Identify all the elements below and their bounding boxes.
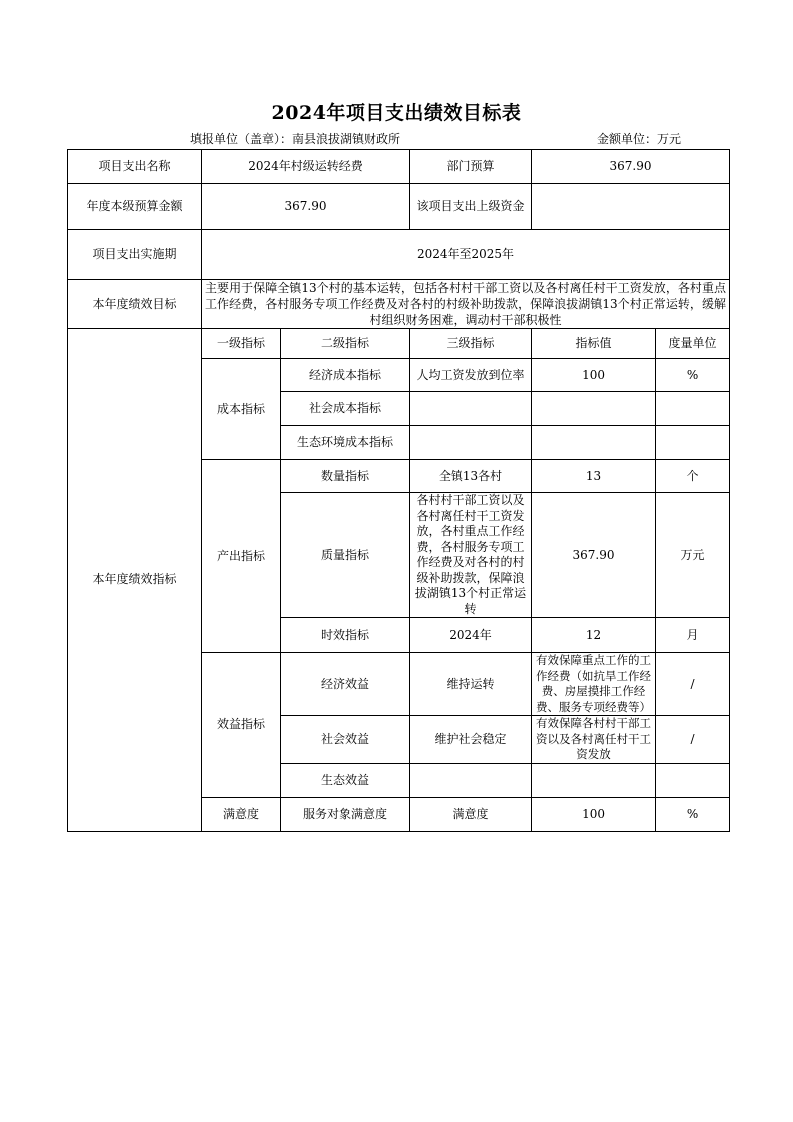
unit-cell: / [656,653,730,716]
level3-cell: 全镇13各村 [410,460,532,493]
level3-cell: 维持运转 [410,653,532,716]
level2-cell: 时效指标 [281,618,410,653]
header-value: 指标值 [532,329,656,359]
annual-budget-value: 367.90 [202,184,410,230]
level3-cell [410,426,532,460]
amount-unit: 金额单位：万元 [597,132,682,146]
value-cell [532,392,656,426]
level2-cell: 经济成本指标 [281,359,410,392]
upper-funds-label: 该项目支出上级资金 [410,184,532,230]
annual-budget-label: 年度本级预算金额 [68,184,202,230]
header-level1: 一级指标 [202,329,281,359]
level3-cell: 满意度 [410,797,532,831]
level2-cell: 服务对象满意度 [281,797,410,831]
level3-cell [410,392,532,426]
unit-cell: % [656,797,730,831]
level3-cell: 人均工资发放到位率 [410,359,532,392]
cost-indicator-label: 成本指标 [202,359,281,460]
level2-cell: 质量指标 [281,493,410,618]
page-title: 2024年项目支出绩效目标表 [271,102,522,124]
project-name-label: 项目支出名称 [68,150,202,184]
reporting-unit: 填报单位（盖章）：南县浪拔湖镇财政所 [190,132,401,146]
period-value: 2024年至2025年 [202,230,730,280]
goal-label: 本年度绩效目标 [68,280,202,329]
level2-cell: 生态环境成本指标 [281,426,410,460]
table-row [68,280,730,329]
level3-cell: 各村村干部工资以及各村离任村干工资发放，各村重点工作经费，各村服务专项工作经费及对各村的村级补助拨款，保障浪拔湖镇13个村正常运转 [410,493,532,618]
level2-cell: 数量指标 [281,460,410,493]
value-cell: 13 [532,460,656,493]
value-cell: 有效保障重点工作的工作经费（如抗旱工作经费、房屋摸排工作经费、服务专项经费等） [532,653,656,716]
unit-cell [656,763,730,797]
value-cell [532,763,656,797]
project-name-value: 2024年村级运转经费 [202,150,410,184]
level3-cell: 2024年 [410,618,532,653]
performance-table [67,149,730,832]
table-row [68,150,730,184]
indicator-header-row [68,329,730,359]
level3-cell: 维护社会稳定 [410,716,532,764]
unit-cell [656,392,730,426]
table-row [68,230,730,280]
unit-cell: / [656,716,730,764]
dept-budget-value: 367.90 [532,150,730,184]
level2-cell: 生态效益 [281,763,410,797]
value-cell: 367.90 [532,493,656,618]
level2-cell: 社会成本指标 [281,392,410,426]
dept-budget-label: 部门预算 [410,150,532,184]
period-label: 项目支出实施期 [68,230,202,280]
indicators-section-label: 本年度绩效指标 [68,329,202,832]
value-cell: 100 [532,797,656,831]
goal-value: 主要用于保障全镇13个村的基本运转，包括各村村干部工资以及各村离任村干工资发放，各村重点工作经费，各村服务专项工作经费及对各村的村级补助拨款，保障浪拔湖镇13个村正常运转，缓解村组织财务困难，调动村干部积极性 [202,280,730,329]
unit-cell: % [656,359,730,392]
table-row [68,184,730,230]
level3-cell [410,763,532,797]
unit-cell: 月 [656,618,730,653]
unit-cell [656,426,730,460]
level2-cell: 社会效益 [281,716,410,764]
benefit-indicator-label: 效益指标 [202,653,281,798]
value-cell [532,426,656,460]
satisfaction-indicator-label: 满意度 [202,797,281,831]
header-unit: 度量单位 [656,329,730,359]
unit-cell: 个 [656,460,730,493]
value-cell: 100 [532,359,656,392]
value-cell: 12 [532,618,656,653]
output-indicator-label: 产出指标 [202,460,281,653]
value-cell: 有效保障各村村干部工资以及各村离任村干工资发放 [532,716,656,764]
header-level2: 二级指标 [281,329,410,359]
upper-funds-value [532,184,730,230]
unit-cell: 万元 [656,493,730,618]
level2-cell: 经济效益 [281,653,410,716]
header-level3: 三级指标 [410,329,532,359]
